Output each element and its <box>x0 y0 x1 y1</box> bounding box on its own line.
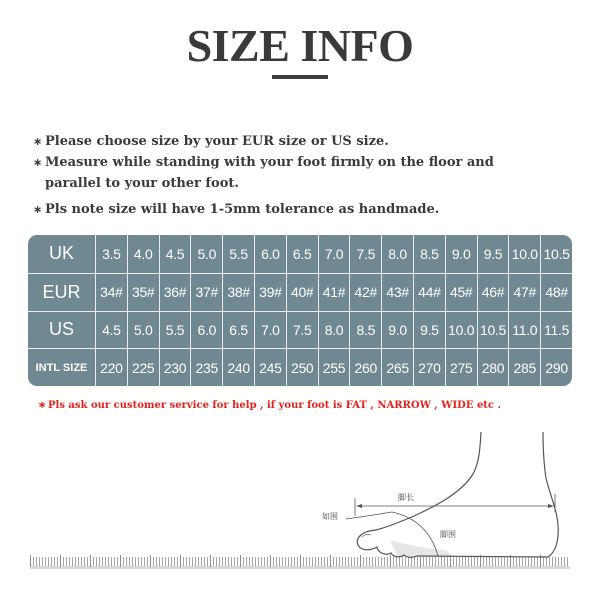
size-cell: 8.0 <box>381 235 413 273</box>
size-cell: 290 <box>540 349 572 386</box>
size-cell: 48# <box>540 274 572 311</box>
size-row-label: UK <box>48 243 74 264</box>
size-cell: 6.5 <box>222 312 254 349</box>
note-text: Pls note size will have 1-5mm tolerance as handmade. <box>45 202 440 217</box>
bullet-icon: ∗ <box>38 400 47 411</box>
size-cell: 11.5 <box>540 312 572 349</box>
size-cell: 240 <box>222 349 254 386</box>
size-cell: 10.0 <box>508 235 540 273</box>
sole-shading <box>390 540 450 557</box>
foot-measurement-diagram <box>300 420 580 565</box>
note-text: Please choose size by your EUR size or US size. <box>45 134 389 149</box>
size-cell: 4.5 <box>95 312 127 349</box>
size-cell: 42# <box>349 274 381 311</box>
size-cell: 8.0 <box>318 312 350 349</box>
size-cell: 7.0 <box>254 312 286 349</box>
size-cell: 270 <box>413 349 445 386</box>
size-row-label: US <box>48 319 74 340</box>
warning-text: Pls ask our customer service for help , if your foot is FAT , NARROW , WIDE etc . <box>48 400 501 411</box>
size-cell: 225 <box>127 349 159 386</box>
size-cell: 220 <box>95 349 127 386</box>
size-cell: 36# <box>159 274 191 311</box>
size-cell: 7.0 <box>318 235 350 273</box>
size-cell: 265 <box>381 349 413 386</box>
size-cell: 9.5 <box>477 235 509 273</box>
size-cell: 8.5 <box>349 312 381 349</box>
size-cell: 10.5 <box>540 235 572 273</box>
bullet-icon: ∗ <box>33 156 43 169</box>
note-size-choice <box>33 133 389 151</box>
size-cell: 5.0 <box>190 235 222 273</box>
size-cell: 285 <box>508 349 540 386</box>
foot-outline <box>357 432 558 557</box>
size-cell: 245 <box>254 349 286 386</box>
size-cell: 275 <box>445 349 477 386</box>
size-cell: 43# <box>381 274 413 311</box>
size-cell: 47# <box>508 274 540 311</box>
foot-girth-label: 脚围 <box>440 530 456 539</box>
size-cell: 250 <box>286 349 318 386</box>
size-cell: 45# <box>445 274 477 311</box>
size-cell: 260 <box>349 349 381 386</box>
note-text: parallel to your other foot. <box>45 176 239 191</box>
size-cell: 34# <box>95 274 127 311</box>
warning-note <box>38 398 501 414</box>
size-cell: 9.0 <box>381 312 413 349</box>
size-cell: 255 <box>318 349 350 386</box>
size-row-label: EUR <box>42 281 81 302</box>
size-cell: 6.5 <box>286 235 318 273</box>
arrow-right-icon <box>548 504 554 508</box>
size-row <box>28 273 572 311</box>
size-row <box>28 311 572 349</box>
length-label: 脚长 <box>398 493 414 502</box>
size-cell: 4.0 <box>127 235 159 273</box>
arrow-left-icon <box>356 504 362 508</box>
size-row-label: INTL SIZE <box>35 361 88 374</box>
size-cell: 46# <box>477 274 509 311</box>
size-row <box>28 348 572 386</box>
size-cell: 5.0 <box>127 312 159 349</box>
size-cell: 6.0 <box>190 312 222 349</box>
size-cell: 39# <box>254 274 286 311</box>
size-cell: 41# <box>318 274 350 311</box>
bullet-icon: ∗ <box>33 135 43 148</box>
size-cell: 4.5 <box>159 235 191 273</box>
toenail <box>362 534 371 537</box>
size-cell: 5.5 <box>222 235 254 273</box>
size-row <box>28 235 572 273</box>
size-cell: 10.0 <box>445 312 477 349</box>
size-table <box>28 235 572 386</box>
page-title: SIZE INFO <box>186 20 414 71</box>
note-text: Measure while standing with your foot firmly on the floor and <box>45 155 494 170</box>
bullet-icon: ∗ <box>33 203 43 216</box>
size-cell: 280 <box>477 349 509 386</box>
size-cell: 3.5 <box>95 235 127 273</box>
note-tolerance <box>33 201 439 219</box>
size-cell: 7.5 <box>349 235 381 273</box>
size-cell: 5.5 <box>159 312 191 349</box>
size-cell: 10.5 <box>477 312 509 349</box>
size-cell: 9.0 <box>445 235 477 273</box>
size-cell: 38# <box>222 274 254 311</box>
size-cell: 44# <box>413 274 445 311</box>
title-underline <box>272 75 328 79</box>
size-cell: 9.5 <box>413 312 445 349</box>
size-cell: 235 <box>190 349 222 386</box>
size-cell: 230 <box>159 349 191 386</box>
ball-girth-label: 如围 <box>322 512 338 521</box>
size-cell: 7.5 <box>286 312 318 349</box>
size-cell: 35# <box>127 274 159 311</box>
size-cell: 8.5 <box>413 235 445 273</box>
size-cell: 37# <box>190 274 222 311</box>
size-cell: 11.0 <box>508 312 540 349</box>
note-measure <box>33 154 494 172</box>
ball-girth-line <box>346 512 392 519</box>
size-cell: 40# <box>286 274 318 311</box>
note-measure-continued <box>45 175 239 193</box>
size-cell: 6.0 <box>254 235 286 273</box>
